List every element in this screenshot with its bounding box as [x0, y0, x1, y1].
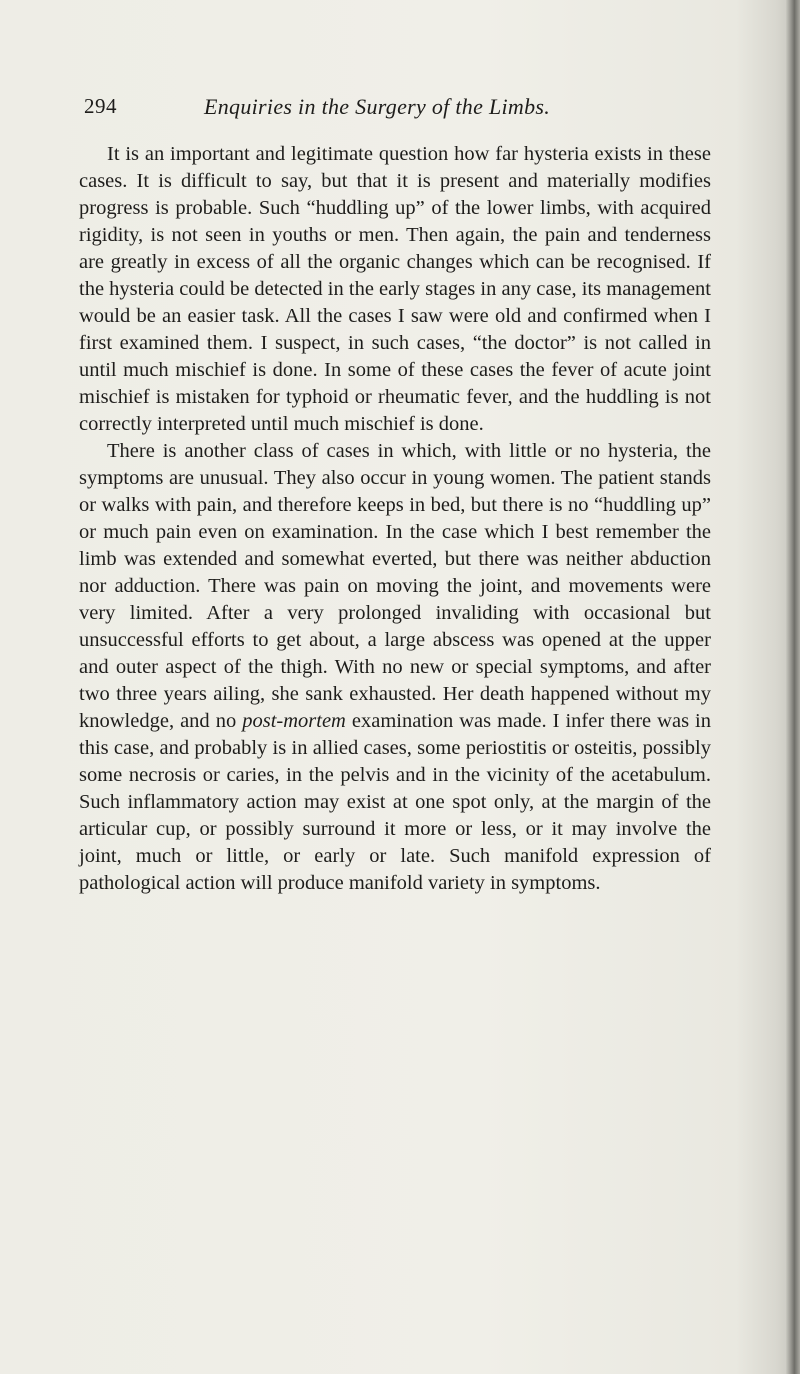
paragraph-2	[79, 438, 711, 897]
running-title: Enquiries in the Surgery of the Limbs.	[204, 94, 551, 119]
body-text	[79, 141, 711, 897]
paragraph-2-italic-term: post-mortem	[242, 710, 346, 732]
paragraph-2-part-2: examination was made. I infer there was in this case, and probably is in allied cases, some periostitis or osteitis, possibly some necrosis or caries, in the pelvis and in the vicinity of the acetabulum. Such inflammatory action may exist at one spot only, at the margin of the articular cup, or possibly surround it more or less, or it may involve the joint, much or little, or early or late. Such manifold expression of pathological action will produce manifold variety in symptoms.	[79, 710, 711, 894]
paragraph-2-part-1: There is another class of cases in which, with little or no hysteria, the symptoms are unusual. They also occur in young women. The patient stands or walks with pain, and therefore keeps in bed, but there is no “huddling up” or much pain even on examination. In the case which I best remember the limb was extended and somewhat everted, but there was neither abduction nor adduction. There was pain on moving the joint, and movements were very limited. After a very prolonged invaliding with occasional but unsuccessful efforts to get about, a large abscess was opened at the upper and outer aspect of the thigh. With no new or special symptoms, and after two three years ailing, she sank exhausted. Her death happened without my knowledge, and no	[79, 440, 711, 732]
page-edge-shadow	[786, 0, 800, 1374]
page-header	[84, 94, 714, 130]
page-number: 294	[84, 94, 117, 118]
paragraph-1: It is an important and legitimate question how far hysteria exists in these cases. It is difficult to say, but that it is present and materially modifies progress is probable. Such “huddling up” of the lower limbs, with acquired rigidity, is not seen in youths or men. Then again, the pain and tenderness are greatly in excess of all the organic changes which can be recognised. If the hysteria could be detected in the early stages in any case, its management would be an easier task. All the cases I saw were old and confirmed when I first examined them. I suspect, in such cases, “the doctor” is not called in until much mischief is done. In some of these cases the fever of acute joint mischief is mistaken for typhoid or rheumatic fever, and the huddling is not correctly interpreted until much mischief is done.	[79, 143, 711, 435]
